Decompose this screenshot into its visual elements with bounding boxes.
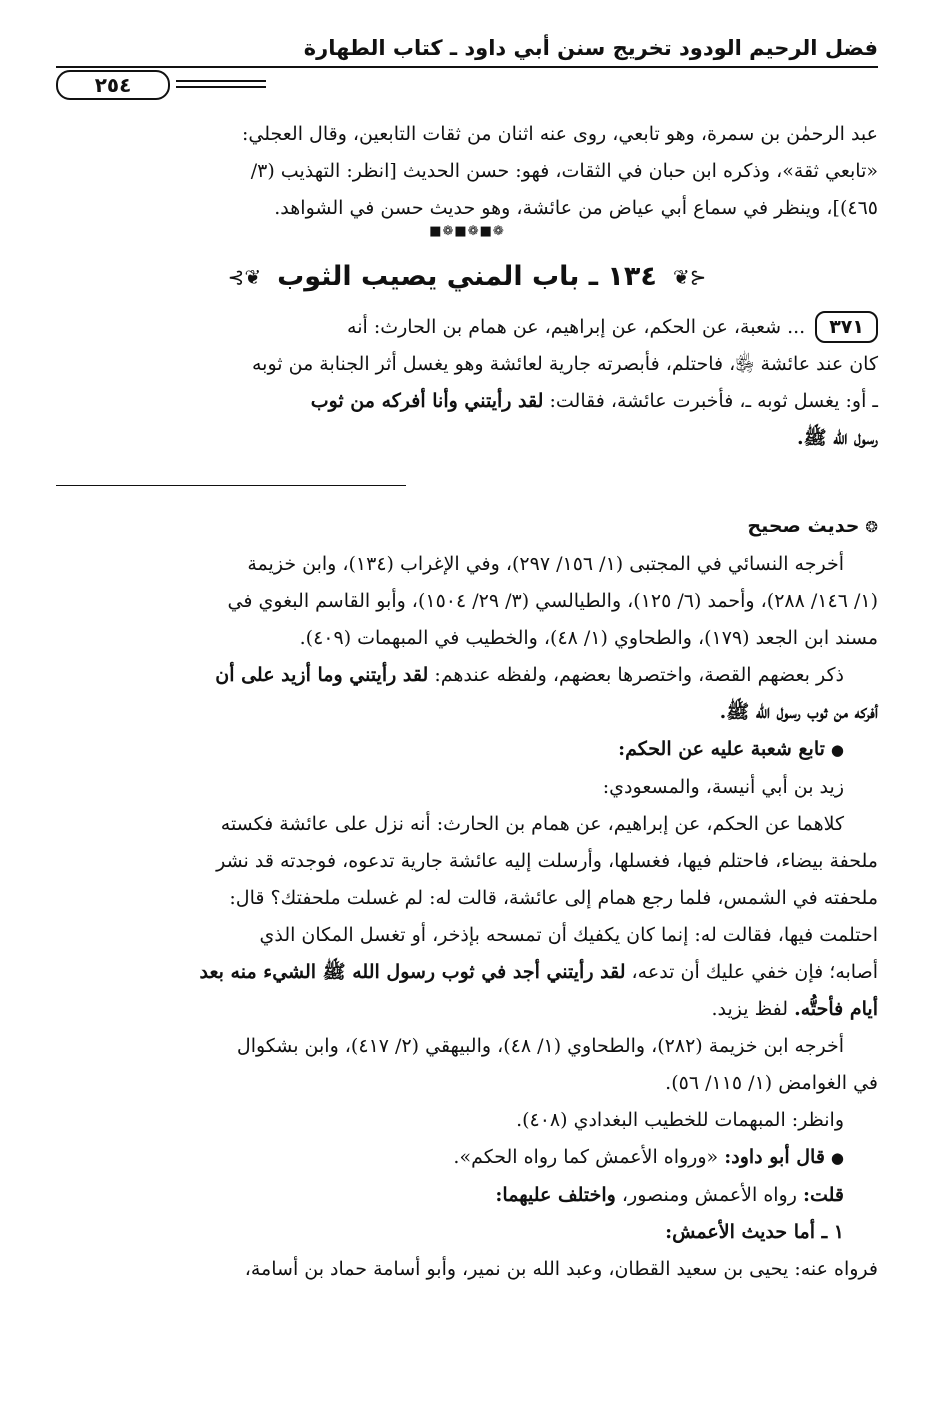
body-bold-text: لقد رأيتني وما أزيد على أن	[215, 664, 429, 686]
body-bold-text: أيام فأحتُّه.	[794, 998, 878, 1020]
body-text: لفظ يزيد.	[711, 998, 789, 1020]
chapter-heading	[56, 249, 878, 309]
hadith-bold-text: لقد رأيتني وأنا أفركه من ثوب	[310, 390, 544, 412]
body-line: وانظر: المبهمات للخطيب البغدادي (٤٠٨).	[516, 1109, 844, 1131]
body-line: ملحفته في الشمس، فلما رجع همام إلى عائشة، قالت له: لم غسلت ملحفتك؟ قال:	[229, 887, 878, 909]
body-line	[56, 954, 878, 991]
hadith-line	[56, 383, 878, 420]
chapter-title: ١٣٤ ـ باب المني يصيب الثوب	[277, 261, 657, 292]
intro-line: ٤٦٥)]، وينظر في سماع أبي عياض من عائشة، وهو حديث حسن في الشواهد.	[274, 197, 878, 219]
separator-ornament: ❁■❁■❁■	[429, 224, 505, 239]
body-bold-text: أفركه من ثوب رسول الله ﷺ.	[719, 701, 878, 723]
body-bold-text: واختلف عليهما:	[495, 1184, 616, 1206]
intro-line: عبد الرحمٰن بن سمرة، وهو تابعي، روى عنه اثنان من ثقات التابعين، وقال العجلي:	[241, 123, 878, 145]
follow-title: تابع شعبة عليه عن الحكم:	[618, 738, 825, 760]
body-text: رواه الأعمش ومنصور،	[621, 1184, 797, 1206]
body-text: أصابه؛ فإن خفي عليك أن تدعه،	[631, 961, 878, 983]
bullet-icon: ●	[830, 741, 844, 759]
body-line: أخرجه ابن خزيمة (٢٨٢)، والطحاوي (١/ ٤٨)، والبيهقي (٢/ ٤١٧)، وابن بشكوال	[236, 1035, 844, 1057]
body-bold-text: قلت:	[802, 1184, 844, 1206]
body-text: «ورواه الأعمش كما رواه الحكم».	[453, 1146, 719, 1168]
body-line: زيد بن أبي أنيسة، والمسعودي:	[602, 776, 844, 798]
body-line: احتلمت فيها، فقالت له: إنما كان يكفيك أن تمسحه بإذخر، أو تغسل المكان الذي	[259, 924, 878, 946]
page-number-frame	[56, 72, 266, 96]
takhrij-paragraph	[56, 546, 878, 583]
hadith-line	[56, 309, 878, 346]
body-line	[56, 1177, 878, 1214]
hadith-line	[56, 420, 878, 457]
hadith-text	[56, 309, 878, 457]
page-number-lines	[176, 80, 266, 88]
body-text: ذكر بعضهم القصة، واختصرها بعضهم، ولفظه عندهم:	[434, 664, 844, 686]
grading-heading	[56, 508, 878, 546]
page-number: ٢٥٤	[56, 70, 170, 100]
body-line: في الغوامض (١/ ١١٥/ ٥٦).	[665, 1072, 878, 1094]
hadith-line-text: ... شعبة، عن الحكم، عن إبراهيم، عن همام بن الحارث: أنه	[347, 316, 806, 338]
book-page	[56, 30, 878, 1375]
intro-line: «تابعي ثقة»، وذكره ابن حبان في الثقات، فهو: حسن الحديث [انظر: التهذيب (٣/	[250, 160, 878, 182]
body-line: كلاهما عن الحكم، عن إبراهيم، عن همام بن الحارث: أنه نزل على عائشة فكسته	[220, 813, 844, 835]
bullet-icon: ●	[830, 1149, 844, 1167]
body-line: أخرجه النسائي في المجتبى (١/ ١٥٦/ ٢٩٧)، وفي الإغراب (١٣٤)، وابن خزيمة	[247, 553, 844, 575]
running-title: فضل الرحيم الودود تخريج سنن أبي داود ـ كتاب الطهارة	[303, 36, 878, 60]
hadith-bold-text: رسول الله ﷺ.	[796, 427, 878, 449]
page-header	[56, 30, 878, 96]
list-item-heading: ١ ـ أما حديث الأعمش:	[665, 1221, 844, 1243]
body-line: فرواه عنه: يحيى بن سعيد القطان، وعبد الله بن نمير، وأبو أسامة حماد بن أسامة،	[244, 1258, 878, 1280]
body-bold-text: قال أبو داود:	[724, 1146, 825, 1168]
flourish-left-icon: ❦⊱	[227, 265, 262, 289]
body-line: ملحفة بيضاء، فاحتلم فيها، فغسلها، وأرسلت إليه عائشة جارية تدعوه، فوجدته قد نشر	[216, 850, 878, 872]
hadith-number: ٣٧١	[815, 311, 878, 343]
body-line	[56, 991, 878, 1028]
body-line	[56, 694, 878, 731]
body-line	[56, 657, 878, 694]
body-line	[56, 1139, 878, 1177]
follow-heading	[56, 731, 878, 769]
grading-title: حديث صحيح	[747, 515, 860, 537]
flourish-right-icon: ⊰❦	[672, 265, 707, 289]
hadith-line-text: ـ أو: يغسل ثوبه ـ، فأخبرت عائشة، فقالت:	[549, 390, 878, 412]
grading-icon: ❂	[865, 518, 878, 536]
footnote-divider	[56, 485, 406, 486]
intro-paragraph	[56, 116, 878, 227]
body-line: (١/ ١٤٦/ ٢٨٨)، وأحمد (٦/ ١٢٥)، والطيالسي (٣/ ٢٩/ ١٥٠٤)، وأبو القاسم البغوي في	[227, 590, 878, 612]
body-line: مسند ابن الجعد (١٧٩)، والطحاوي (١/ ٤٨)، والخطيب في المبهمات (٤٠٩).	[299, 627, 878, 649]
hadith-line: كان عند عائشة ﵂، فاحتلم، فأبصرته جارية لعائشة وهو يغسل أثر الجنابة من ثوبه	[252, 353, 878, 375]
header-rule	[56, 66, 878, 68]
body-bold-text: لقد رأيتني أجد في ثوب رسول الله ﷺ الشيء منه بعد	[199, 961, 626, 983]
